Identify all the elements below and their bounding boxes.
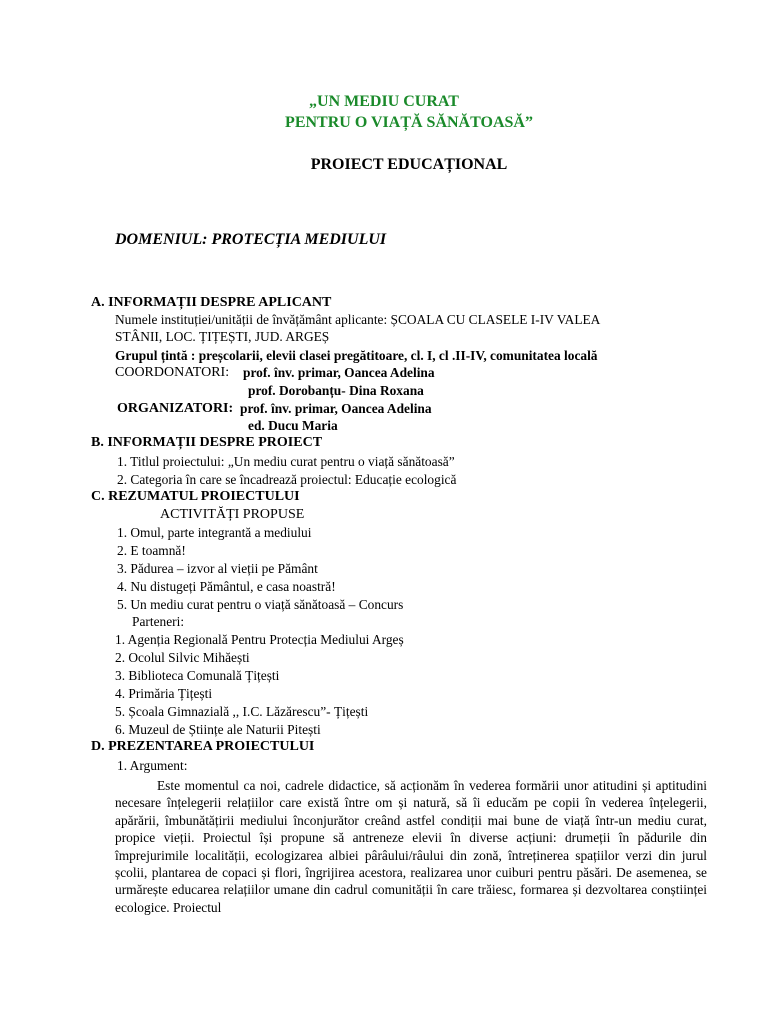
institution-line-2: STÂNII, LOC. ȚIȚEȘTI, JUD. ARGEȘ bbox=[115, 329, 330, 344]
partner-item: 4. Primăria Țițești bbox=[115, 686, 213, 701]
title-line-1: „UN MEDIU CURAT bbox=[309, 93, 459, 110]
target-group: Grupul țintă : preșcolarii, elevii clasei pregătitoare, cl. I, cl .II-IV, comunitatea locală bbox=[115, 348, 598, 363]
argument-label: 1. Argument: bbox=[117, 758, 188, 773]
organizers-label: ORGANIZATORI: bbox=[117, 401, 234, 416]
activity-item: 2. E toamnă! bbox=[117, 543, 186, 558]
section-a-heading: A. INFORMAȚII DESPRE APLICANT bbox=[91, 295, 332, 310]
partner-item: 3. Biblioteca Comunală Țițești bbox=[115, 668, 280, 683]
activity-item: 4. Nu distugeți Pământul, e casa noastră! bbox=[117, 579, 336, 594]
partner-item: 5. Școala Gimnazială ,, I.C. Lăzărescu”- Țițești bbox=[115, 704, 369, 719]
partner-item: 2. Ocolul Silvic Mihăești bbox=[115, 650, 250, 665]
partner-item: 6. Muzeul de Științe ale Naturii Pitești bbox=[115, 722, 321, 737]
section-b-heading: B. INFORMAȚII DESPRE PROIECT bbox=[91, 435, 323, 450]
activities-title: ACTIVITĂȚI PROPUSE bbox=[160, 507, 305, 522]
project-info-item: 2. Categoria în care se încadrează proiectul: Educație ecologică bbox=[117, 472, 457, 487]
activity-item: 1. Omul, parte integrantă a mediului bbox=[117, 525, 312, 540]
partner-item: 1. Agenția Regională Pentru Protecția Mediului Argeș bbox=[115, 632, 404, 647]
project-info-item: 1. Titlul proiectului: „Un mediu curat pentru o viață sănătoasă” bbox=[117, 454, 455, 469]
activity-item: 3. Pădurea – izvor al vieții pe Pământ bbox=[117, 561, 318, 576]
title-line-2: PENTRU O VIAȚĂ SĂNĂTOASĂ” bbox=[285, 114, 533, 131]
section-c-heading: C. REZUMATUL PROIECTULUI bbox=[91, 489, 300, 504]
organizer-2: ed. Ducu Maria bbox=[248, 418, 338, 433]
coordinator-2: prof. Dorobanțu- Dina Roxana bbox=[248, 383, 424, 398]
section-d-heading: D. PREZENTAREA PROIECTULUI bbox=[91, 739, 315, 754]
domain-heading: DOMENIUL: PROTECȚIA MEDIULUI bbox=[115, 231, 387, 248]
argument-paragraph: Este momentul ca noi, cadrele didactice, să acționăm în vederea formării unor atitudini și aptitudini necesare înțelegerii relațiilor care există între om și natură, să îi educăm pe copii în vederea înțelegerii, apărării, îmbunătățirii mediului înconjurător creând astfel condiții mai bune de viață într-un mediu curat, propice vieții. Proiectul își propune să antreneze elevii în diverse acțiuni: drumeții în pădurile din împrejurimile localității, ecologizarea albiei pârâului/râului din zonă, întreținerea spațiilor verzi din jurul școlii, plantarea de copaci și flori, îngrijirea acestora, realizarea unor cuiburi pentru păsări. De asemenea, se urmărește educarea relațiilor umane din cadrul comunității în care trăiesc, formarea și dezvoltarea conștiinței ecologice. Proiectul bbox=[115, 778, 707, 915]
coordinator-1: prof. înv. primar, Oancea Adelina bbox=[243, 365, 435, 380]
partners-title: Parteneri: bbox=[132, 614, 185, 629]
activity-item: 5. Un mediu curat pentru o viață sănătoasă – Concurs bbox=[117, 597, 404, 612]
project-type: PROIECT EDUCAȚIONAL bbox=[310, 156, 508, 173]
organizer-1: prof. înv. primar, Oancea Adelina bbox=[240, 401, 432, 416]
coordinators-label: COORDONATORI: bbox=[115, 365, 230, 380]
institution-line-1: Numele instituției/unității de învățământ aplicante: ȘCOALA CU CLASELE I-IV VALEA bbox=[115, 312, 601, 327]
